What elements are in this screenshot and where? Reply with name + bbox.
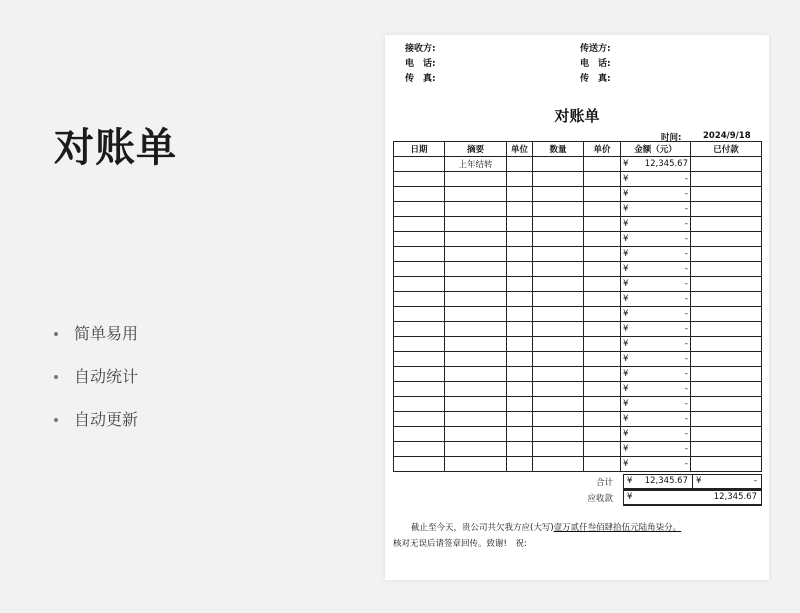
currency-symbol: ¥ bbox=[623, 339, 629, 349]
amount-value: - bbox=[684, 384, 688, 394]
unit-cell bbox=[507, 322, 533, 337]
price-cell bbox=[584, 337, 621, 352]
column-header-unit: 单位 bbox=[507, 142, 533, 157]
table-row bbox=[394, 367, 762, 382]
unit-cell bbox=[507, 442, 533, 457]
time-label: 时间: bbox=[661, 133, 682, 143]
column-header-paid: 已付款 bbox=[691, 142, 762, 157]
table-row bbox=[394, 217, 762, 232]
table-row bbox=[394, 322, 762, 337]
receivable-label: 应收款 bbox=[587, 494, 613, 504]
amount-value: - bbox=[684, 354, 688, 364]
unit-cell bbox=[507, 412, 533, 427]
price-cell bbox=[584, 367, 621, 382]
paid-cell bbox=[691, 262, 762, 277]
amount-value: - bbox=[684, 234, 688, 244]
table-row bbox=[394, 292, 762, 307]
summary-cell bbox=[445, 172, 507, 187]
amount-value: - bbox=[684, 444, 688, 454]
document-title: 对账单 bbox=[554, 107, 600, 125]
summary-cell bbox=[445, 292, 507, 307]
quantity-cell bbox=[533, 157, 584, 172]
total-paid-box bbox=[692, 474, 762, 490]
price-cell bbox=[584, 202, 621, 217]
currency-symbol: ¥ bbox=[623, 324, 629, 334]
quantity-cell bbox=[533, 187, 584, 202]
price-cell bbox=[584, 427, 621, 442]
table-row bbox=[394, 157, 762, 172]
price-cell bbox=[584, 412, 621, 427]
bullet-icon bbox=[54, 332, 58, 336]
paid-cell bbox=[691, 397, 762, 412]
unit-cell bbox=[507, 187, 533, 202]
paid-cell bbox=[691, 307, 762, 322]
quantity-cell bbox=[533, 247, 584, 262]
summary-cell bbox=[445, 382, 507, 397]
currency-symbol: ¥ bbox=[623, 429, 629, 439]
currency-symbol: ¥ bbox=[623, 444, 629, 454]
paid-cell bbox=[691, 382, 762, 397]
summary-cell bbox=[445, 232, 507, 247]
receiver-label: 接收方: bbox=[405, 44, 436, 54]
paid-cell bbox=[691, 217, 762, 232]
paid-cell bbox=[691, 457, 762, 472]
date-cell bbox=[394, 427, 445, 442]
amount-value: - bbox=[684, 399, 688, 409]
amount-cell bbox=[621, 187, 691, 202]
column-header-amount: 金额（元） bbox=[621, 142, 691, 157]
unit-cell bbox=[507, 307, 533, 322]
feature-item bbox=[54, 355, 138, 398]
price-cell bbox=[584, 307, 621, 322]
date-cell bbox=[394, 397, 445, 412]
feature-label: 简单易用 bbox=[74, 323, 139, 343]
date-cell bbox=[394, 172, 445, 187]
date-cell bbox=[394, 457, 445, 472]
quantity-cell bbox=[533, 307, 584, 322]
currency-symbol: ¥ bbox=[623, 249, 629, 259]
amount-value: - bbox=[684, 264, 688, 274]
currency-symbol: ¥ bbox=[627, 476, 633, 486]
summary-cell bbox=[445, 367, 507, 382]
amount-value: - bbox=[684, 324, 688, 334]
paid-cell bbox=[691, 172, 762, 187]
table-row bbox=[394, 397, 762, 412]
date-cell bbox=[394, 247, 445, 262]
amount-value: 12,345.67 bbox=[644, 159, 688, 169]
price-cell bbox=[584, 382, 621, 397]
date-cell bbox=[394, 352, 445, 367]
receiver-fax-label: 传 真: bbox=[405, 74, 436, 84]
table-row bbox=[394, 202, 762, 217]
price-cell bbox=[584, 352, 621, 367]
column-header-summary: 摘要 bbox=[445, 142, 507, 157]
amount-cell bbox=[621, 322, 691, 337]
quantity-cell bbox=[533, 217, 584, 232]
column-header-price: 单价 bbox=[584, 142, 621, 157]
summary-cell bbox=[445, 337, 507, 352]
column-header-quantity: 数量 bbox=[533, 142, 584, 157]
amount-cell bbox=[621, 307, 691, 322]
paid-cell bbox=[691, 367, 762, 382]
quantity-cell bbox=[533, 397, 584, 412]
currency-symbol: ¥ bbox=[623, 399, 629, 409]
table-row bbox=[394, 262, 762, 277]
amount-cell bbox=[621, 382, 691, 397]
currency-symbol: ¥ bbox=[627, 492, 633, 502]
amount-cell bbox=[621, 427, 691, 442]
paid-cell bbox=[691, 292, 762, 307]
unit-cell bbox=[507, 202, 533, 217]
unit-cell bbox=[507, 232, 533, 247]
table-row bbox=[394, 352, 762, 367]
summary-cell: 上年结转 bbox=[445, 157, 507, 172]
price-cell bbox=[584, 172, 621, 187]
amount-value: - bbox=[684, 174, 688, 184]
summary-cell bbox=[445, 442, 507, 457]
date-cell bbox=[394, 202, 445, 217]
amount-value: - bbox=[684, 204, 688, 214]
price-cell bbox=[584, 397, 621, 412]
date-cell bbox=[394, 322, 445, 337]
total-amount-box bbox=[623, 474, 693, 490]
summary-cell bbox=[445, 397, 507, 412]
table-row bbox=[394, 412, 762, 427]
feature-label: 自动更新 bbox=[74, 409, 139, 429]
paid-cell bbox=[691, 202, 762, 217]
price-cell bbox=[584, 247, 621, 262]
date-cell bbox=[394, 262, 445, 277]
unit-cell bbox=[507, 172, 533, 187]
amount-value: - bbox=[684, 369, 688, 379]
receivable-amount-box bbox=[623, 490, 762, 506]
price-cell bbox=[584, 262, 621, 277]
unit-cell bbox=[507, 457, 533, 472]
time-value: 2024/9/18 bbox=[703, 131, 751, 141]
amount-value: - bbox=[684, 189, 688, 199]
quantity-cell bbox=[533, 262, 584, 277]
table-row bbox=[394, 172, 762, 187]
statement-document bbox=[385, 35, 769, 580]
paid-cell bbox=[691, 442, 762, 457]
quantity-cell bbox=[533, 337, 584, 352]
price-cell bbox=[584, 457, 621, 472]
feature-item bbox=[54, 398, 138, 441]
table-row bbox=[394, 427, 762, 442]
date-cell bbox=[394, 277, 445, 292]
summary-cell bbox=[445, 217, 507, 232]
quantity-cell bbox=[533, 277, 584, 292]
quantity-cell bbox=[533, 352, 584, 367]
paid-cell bbox=[691, 232, 762, 247]
quantity-cell bbox=[533, 292, 584, 307]
currency-symbol: ¥ bbox=[623, 189, 629, 199]
table-row bbox=[394, 187, 762, 202]
summary-cell bbox=[445, 262, 507, 277]
paid-cell bbox=[691, 352, 762, 367]
currency-symbol: ¥ bbox=[623, 174, 629, 184]
amount-cell bbox=[621, 367, 691, 382]
amount-cell bbox=[621, 457, 691, 472]
currency-symbol: ¥ bbox=[623, 279, 629, 289]
feature-label: 自动统计 bbox=[74, 366, 139, 386]
currency-symbol: ¥ bbox=[623, 219, 629, 229]
currency-symbol: ¥ bbox=[623, 159, 629, 169]
paid-cell bbox=[691, 277, 762, 292]
date-cell bbox=[394, 187, 445, 202]
unit-cell bbox=[507, 157, 533, 172]
amount-cell bbox=[621, 352, 691, 367]
total-amount: 12,345.67 bbox=[644, 476, 688, 486]
date-cell bbox=[394, 307, 445, 322]
paid-cell bbox=[691, 427, 762, 442]
table-row bbox=[394, 307, 762, 322]
currency-symbol: ¥ bbox=[623, 294, 629, 304]
price-cell bbox=[584, 157, 621, 172]
statement-table bbox=[393, 141, 762, 472]
price-cell bbox=[584, 277, 621, 292]
bullet-icon bbox=[54, 418, 58, 422]
date-cell bbox=[394, 337, 445, 352]
currency-symbol: ¥ bbox=[623, 414, 629, 424]
unit-cell bbox=[507, 277, 533, 292]
sender-fax-label: 传 真: bbox=[580, 74, 611, 84]
unit-cell bbox=[507, 352, 533, 367]
quantity-cell bbox=[533, 442, 584, 457]
summary-cell bbox=[445, 352, 507, 367]
total-label: 合计 bbox=[595, 478, 613, 488]
price-cell bbox=[584, 187, 621, 202]
column-header-date: 日期 bbox=[394, 142, 445, 157]
amount-cell bbox=[621, 442, 691, 457]
table-row bbox=[394, 232, 762, 247]
note-prefix: 截止至今天，贵公司共欠我方应(大写) bbox=[411, 523, 554, 533]
paid-cell bbox=[691, 412, 762, 427]
summary-cell bbox=[445, 247, 507, 262]
table-header-row bbox=[394, 142, 762, 157]
bullet-icon bbox=[54, 375, 58, 379]
price-cell bbox=[584, 232, 621, 247]
paid-cell bbox=[691, 187, 762, 202]
unit-cell bbox=[507, 427, 533, 442]
date-cell bbox=[394, 442, 445, 457]
unit-cell bbox=[507, 292, 533, 307]
quantity-cell bbox=[533, 412, 584, 427]
currency-symbol: ¥ bbox=[623, 459, 629, 469]
table-row bbox=[394, 337, 762, 352]
quantity-cell bbox=[533, 172, 584, 187]
paid-cell bbox=[691, 322, 762, 337]
summary-cell bbox=[445, 277, 507, 292]
amount-value: - bbox=[684, 459, 688, 469]
amount-value: - bbox=[684, 339, 688, 349]
quantity-cell bbox=[533, 382, 584, 397]
paid-cell bbox=[691, 247, 762, 262]
statement-note bbox=[411, 521, 681, 533]
summary-cell bbox=[445, 322, 507, 337]
sender-label: 传送方: bbox=[580, 44, 611, 54]
feature-list bbox=[54, 312, 138, 441]
summary-cell bbox=[445, 202, 507, 217]
currency-symbol: ¥ bbox=[623, 369, 629, 379]
unit-cell bbox=[507, 382, 533, 397]
quantity-cell bbox=[533, 457, 584, 472]
price-cell bbox=[584, 322, 621, 337]
total-paid: - bbox=[753, 476, 757, 486]
amount-value: - bbox=[684, 429, 688, 439]
receivable-amount: 12,345.67 bbox=[713, 492, 757, 502]
quantity-cell bbox=[533, 322, 584, 337]
price-cell bbox=[584, 442, 621, 457]
amount-value: - bbox=[684, 219, 688, 229]
sender-phone-label: 电 话: bbox=[580, 59, 611, 69]
amount-cell bbox=[621, 172, 691, 187]
currency-symbol: ¥ bbox=[623, 234, 629, 244]
date-cell bbox=[394, 217, 445, 232]
unit-cell bbox=[507, 397, 533, 412]
quantity-cell bbox=[533, 232, 584, 247]
date-cell bbox=[394, 382, 445, 397]
currency-symbol: ¥ bbox=[696, 476, 702, 486]
summary-cell bbox=[445, 412, 507, 427]
summary-cell bbox=[445, 307, 507, 322]
summary-cell bbox=[445, 427, 507, 442]
feature-item bbox=[54, 312, 138, 355]
note-amount-words: 壹万贰仟叁佰肆拾伍元陆角柒分。 bbox=[553, 523, 682, 533]
amount-cell bbox=[621, 157, 691, 172]
table-row bbox=[394, 382, 762, 397]
amount-cell bbox=[621, 397, 691, 412]
amount-value: - bbox=[684, 249, 688, 259]
quantity-cell bbox=[533, 367, 584, 382]
date-cell bbox=[394, 232, 445, 247]
table-row bbox=[394, 457, 762, 472]
paid-cell bbox=[691, 337, 762, 352]
amount-cell bbox=[621, 232, 691, 247]
amount-value: - bbox=[684, 309, 688, 319]
amount-cell bbox=[621, 262, 691, 277]
receivable-row bbox=[393, 490, 761, 505]
amount-cell bbox=[621, 202, 691, 217]
unit-cell bbox=[507, 262, 533, 277]
unit-cell bbox=[507, 367, 533, 382]
date-cell bbox=[394, 292, 445, 307]
price-cell bbox=[584, 292, 621, 307]
date-cell bbox=[394, 367, 445, 382]
currency-symbol: ¥ bbox=[623, 354, 629, 364]
amount-value: - bbox=[684, 414, 688, 424]
amount-value: - bbox=[684, 294, 688, 304]
amount-cell bbox=[621, 292, 691, 307]
currency-symbol: ¥ bbox=[623, 204, 629, 214]
amount-cell bbox=[621, 412, 691, 427]
currency-symbol: ¥ bbox=[623, 384, 629, 394]
date-cell bbox=[394, 412, 445, 427]
slide-title: 对账单 bbox=[54, 125, 177, 171]
unit-cell bbox=[507, 217, 533, 232]
quantity-cell bbox=[533, 427, 584, 442]
summary-cell bbox=[445, 457, 507, 472]
statement-closing: 核对无误后请签章回传。致谢! 祝: bbox=[393, 539, 527, 549]
table-row bbox=[394, 442, 762, 457]
table-row bbox=[394, 277, 762, 292]
amount-cell bbox=[621, 247, 691, 262]
summary-cell bbox=[445, 187, 507, 202]
amount-cell bbox=[621, 277, 691, 292]
currency-symbol: ¥ bbox=[623, 309, 629, 319]
paid-cell bbox=[691, 157, 762, 172]
currency-symbol: ¥ bbox=[623, 264, 629, 274]
date-cell bbox=[394, 157, 445, 172]
amount-value: - bbox=[684, 279, 688, 289]
price-cell bbox=[584, 217, 621, 232]
total-row bbox=[393, 474, 761, 489]
unit-cell bbox=[507, 247, 533, 262]
receiver-phone-label: 电 话: bbox=[405, 59, 436, 69]
amount-cell bbox=[621, 337, 691, 352]
quantity-cell bbox=[533, 202, 584, 217]
table-row bbox=[394, 247, 762, 262]
amount-cell bbox=[621, 217, 691, 232]
unit-cell bbox=[507, 337, 533, 352]
